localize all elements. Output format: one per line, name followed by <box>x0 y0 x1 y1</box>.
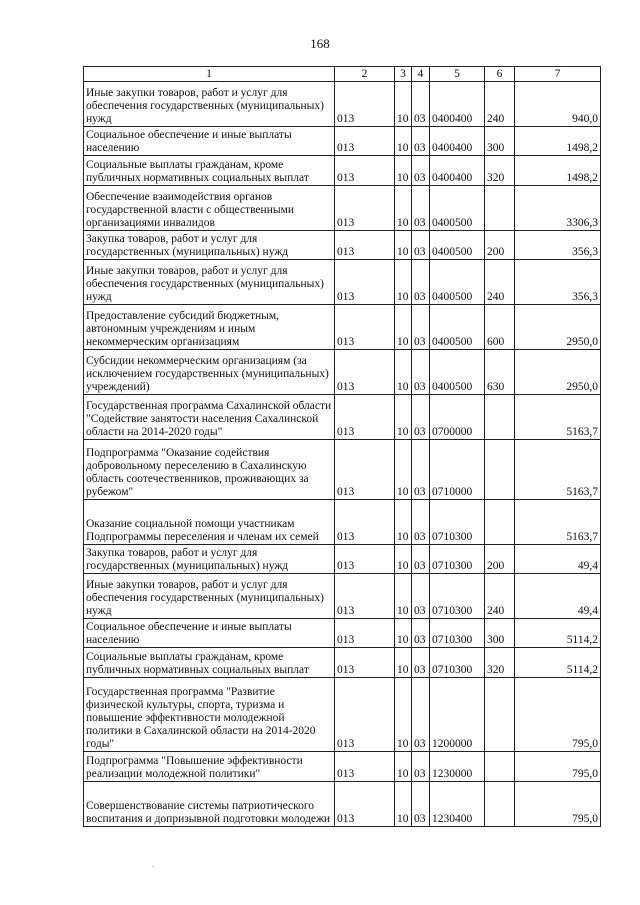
row-col-4: 03 <box>412 678 430 752</box>
row-col-6: 240 <box>485 260 515 305</box>
row-col-3: 10 <box>395 231 412 260</box>
row-col-6: 300 <box>485 619 515 648</box>
row-col-4: 03 <box>412 186 430 231</box>
row-col-4: 03 <box>412 231 430 260</box>
row-col-6 <box>485 752 515 782</box>
row-col-5: 0710300 <box>430 648 485 678</box>
row-name: Иные закупки товаров, работ и услуг для обеспечения государственных (муниципальных) нужд <box>84 574 335 619</box>
row-col-5: 0400500 <box>430 231 485 260</box>
table-row <box>84 678 601 752</box>
row-col-2: 013 <box>335 127 395 156</box>
row-col-3: 10 <box>395 127 412 156</box>
table-row <box>84 127 601 156</box>
row-amount: 356,3 <box>515 260 601 305</box>
row-col-4: 03 <box>412 350 430 395</box>
row-col-5: 0400500 <box>430 305 485 350</box>
row-col-3: 10 <box>395 186 412 231</box>
row-col-3: 10 <box>395 500 412 545</box>
header-row <box>84 67 601 82</box>
row-name: Предоставление субсидий бюджетным, автономным учреждениям и иным некоммерческим организациям <box>84 305 335 350</box>
table-row <box>84 395 601 440</box>
table-row <box>84 782 601 827</box>
row-col-2: 013 <box>335 619 395 648</box>
table-row <box>84 305 601 350</box>
row-col-6 <box>485 440 515 500</box>
row-col-2: 013 <box>335 440 395 500</box>
row-col-2: 013 <box>335 82 395 127</box>
row-name: Совершенствование системы патриотического воспитания и допризывной подготовки молодежи <box>84 782 335 827</box>
row-col-2: 013 <box>335 574 395 619</box>
table-row <box>84 500 601 545</box>
row-col-6: 630 <box>485 350 515 395</box>
table-row <box>84 186 601 231</box>
row-col-2: 013 <box>335 752 395 782</box>
row-amount: 1498,2 <box>515 127 601 156</box>
row-col-5: 1230000 <box>430 752 485 782</box>
row-col-3: 10 <box>395 782 412 827</box>
row-col-6: 600 <box>485 305 515 350</box>
row-col-6: 320 <box>485 156 515 186</box>
table-row <box>84 82 601 127</box>
row-col-2: 013 <box>335 395 395 440</box>
row-col-2: 013 <box>335 782 395 827</box>
row-col-3: 10 <box>395 156 412 186</box>
row-col-3: 10 <box>395 678 412 752</box>
row-col-2: 013 <box>335 186 395 231</box>
row-col-2: 013 <box>335 260 395 305</box>
row-name: Иные закупки товаров, работ и услуг для обеспечения государственных (муниципальных) нужд <box>84 82 335 127</box>
row-col-5: 1200000 <box>430 678 485 752</box>
row-col-6: 240 <box>485 82 515 127</box>
row-col-2: 013 <box>335 500 395 545</box>
page-number: 168 <box>310 36 330 51</box>
row-col-3: 10 <box>395 619 412 648</box>
header-col-1: 1 <box>84 67 335 82</box>
row-amount: 795,0 <box>515 678 601 752</box>
row-col-4: 03 <box>412 260 430 305</box>
row-col-5: 0700000 <box>430 395 485 440</box>
row-col-5: 0400500 <box>430 260 485 305</box>
header-col-3: 3 <box>395 67 412 82</box>
row-name: Закупка товаров, работ и услуг для государственных (муниципальных) нужд <box>84 545 335 574</box>
row-col-2: 013 <box>335 305 395 350</box>
header-col-7: 7 <box>515 67 601 82</box>
row-amount: 5163,7 <box>515 440 601 500</box>
row-col-3: 10 <box>395 574 412 619</box>
row-col-4: 03 <box>412 440 430 500</box>
row-col-4: 03 <box>412 619 430 648</box>
table-row <box>84 156 601 186</box>
row-name: Иные закупки товаров, работ и услуг для обеспечения государственных (муниципальных) нужд <box>84 260 335 305</box>
row-name: Подпрограмма "Оказание содействия добровольному переселению в Сахалинскую область соотечественников, проживающих за рубежом" <box>84 440 335 500</box>
row-col-4: 03 <box>412 127 430 156</box>
row-col-4: 03 <box>412 156 430 186</box>
row-amount: 2950,0 <box>515 305 601 350</box>
row-col-6: 320 <box>485 648 515 678</box>
row-name: Обеспечение взаимодействия органов государственной власти с общественными организациями инвалидов <box>84 186 335 231</box>
row-name: Субсидии некоммерческим организациям (за исключением государственных (муниципальных) учреждений) <box>84 350 335 395</box>
table-row <box>84 231 601 260</box>
table-row <box>84 350 601 395</box>
row-amount: 795,0 <box>515 752 601 782</box>
row-col-5: 0710300 <box>430 574 485 619</box>
row-col-2: 013 <box>335 678 395 752</box>
row-col-4: 03 <box>412 395 430 440</box>
row-col-5: 0710300 <box>430 619 485 648</box>
row-name: Социальное обеспечение и иные выплаты населению <box>84 619 335 648</box>
row-name: Социальные выплаты гражданам, кроме публичных нормативных социальных выплат <box>84 648 335 678</box>
row-amount: 1498,2 <box>515 156 601 186</box>
row-name: Социальное обеспечение и иные выплаты населению <box>84 127 335 156</box>
row-name: Социальные выплаты гражданам, кроме публичных нормативных социальных выплат <box>84 156 335 186</box>
row-col-2: 013 <box>335 156 395 186</box>
row-amount: 5114,2 <box>515 619 601 648</box>
row-col-6: 240 <box>485 574 515 619</box>
budget-table <box>83 66 601 827</box>
row-col-5: 0400400 <box>430 156 485 186</box>
table-body <box>84 82 601 827</box>
table-row <box>84 260 601 305</box>
row-col-5: 0400400 <box>430 82 485 127</box>
row-col-5: 0710300 <box>430 545 485 574</box>
row-col-2: 013 <box>335 648 395 678</box>
row-col-2: 013 <box>335 350 395 395</box>
header-col-5: 5 <box>430 67 485 82</box>
row-amount: 5163,7 <box>515 395 601 440</box>
row-col-4: 03 <box>412 545 430 574</box>
row-col-4: 03 <box>412 782 430 827</box>
row-col-6 <box>485 395 515 440</box>
header-col-4: 4 <box>412 67 430 82</box>
row-col-5: 0400500 <box>430 350 485 395</box>
row-col-3: 10 <box>395 82 412 127</box>
row-name: Закупка товаров, работ и услуг для государственных (муниципальных) нужд <box>84 231 335 260</box>
table-row <box>84 545 601 574</box>
table-row <box>84 619 601 648</box>
row-col-6 <box>485 186 515 231</box>
row-name: Государственная программа "Развитие физической культуры, спорта, туризма и повышение эффективности молодежной политики в Сахалинской области на 2014-2020 годы" <box>84 678 335 752</box>
row-col-3: 10 <box>395 305 412 350</box>
row-col-6: 200 <box>485 545 515 574</box>
row-col-4: 03 <box>412 82 430 127</box>
row-col-6: 200 <box>485 231 515 260</box>
row-col-2: 013 <box>335 545 395 574</box>
row-amount: 940,0 <box>515 82 601 127</box>
row-col-4: 03 <box>412 500 430 545</box>
row-col-3: 10 <box>395 545 412 574</box>
row-col-3: 10 <box>395 648 412 678</box>
row-amount: 795,0 <box>515 782 601 827</box>
row-amount: 2950,0 <box>515 350 601 395</box>
scan-mark: . <box>152 860 154 869</box>
row-col-4: 03 <box>412 574 430 619</box>
row-col-3: 10 <box>395 440 412 500</box>
row-col-4: 03 <box>412 752 430 782</box>
header-col-6: 6 <box>485 67 515 82</box>
row-amount: 5163,7 <box>515 500 601 545</box>
row-col-5: 1230400 <box>430 782 485 827</box>
row-amount: 49,4 <box>515 574 601 619</box>
row-col-3: 10 <box>395 395 412 440</box>
table-row <box>84 648 601 678</box>
row-col-4: 03 <box>412 305 430 350</box>
row-col-3: 10 <box>395 350 412 395</box>
row-amount: 3306,3 <box>515 186 601 231</box>
row-name: Оказание социальной помощи участникам Подпрограммы переселения и членам их семей <box>84 500 335 545</box>
table-row <box>84 440 601 500</box>
row-col-5: 0710300 <box>430 500 485 545</box>
table-row <box>84 574 601 619</box>
row-amount: 356,3 <box>515 231 601 260</box>
row-col-6 <box>485 500 515 545</box>
row-col-5: 0400400 <box>430 127 485 156</box>
row-col-6: 300 <box>485 127 515 156</box>
row-col-6 <box>485 782 515 827</box>
header-col-2: 2 <box>335 67 395 82</box>
row-col-3: 10 <box>395 260 412 305</box>
row-col-3: 10 <box>395 752 412 782</box>
row-name: Государственная программа Сахалинской области "Содействие занятости населения Сахалинской области на 2014-2020 годы" <box>84 395 335 440</box>
row-col-5: 0710000 <box>430 440 485 500</box>
row-col-2: 013 <box>335 231 395 260</box>
row-amount: 5114,2 <box>515 648 601 678</box>
table-row <box>84 752 601 782</box>
row-col-4: 03 <box>412 648 430 678</box>
row-name: Подпрограмма "Повышение эффективности реализации молодежной политики" <box>84 752 335 782</box>
row-amount: 49,4 <box>515 545 601 574</box>
row-col-5: 0400500 <box>430 186 485 231</box>
row-col-6 <box>485 678 515 752</box>
